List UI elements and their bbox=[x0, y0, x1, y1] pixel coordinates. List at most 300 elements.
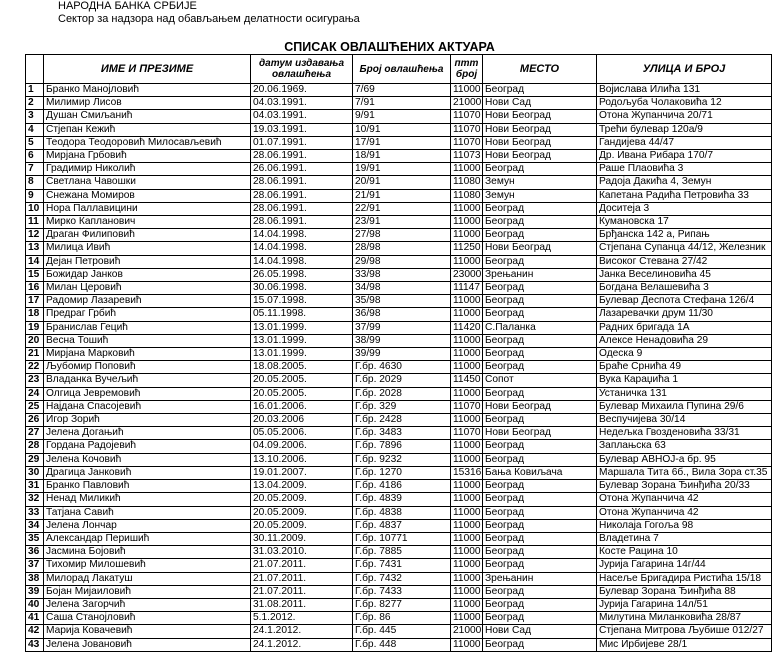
row-number: 34 bbox=[26, 519, 44, 532]
street-cell: Брђанска 142 а, Рипањ bbox=[597, 229, 772, 242]
city-cell: Београд bbox=[483, 440, 597, 453]
street-cell: Владетина 7 bbox=[597, 532, 772, 545]
document-header bbox=[58, 0, 360, 26]
ptt-cell: 11000 bbox=[451, 202, 483, 215]
license-cell: Г.бр. 2028 bbox=[353, 387, 451, 400]
row-number: 38 bbox=[26, 572, 44, 585]
ptt-cell: 11450 bbox=[451, 374, 483, 387]
license-cell: Г.бр. 10771 bbox=[353, 532, 451, 545]
ptt-cell: 11000 bbox=[451, 255, 483, 268]
date-cell: 05.11.1998. bbox=[251, 308, 353, 321]
date-cell: 13.01.1999. bbox=[251, 321, 353, 334]
license-cell: Г.бр. 7433 bbox=[353, 585, 451, 598]
date-cell: 21.07.2011. bbox=[251, 559, 353, 572]
ptt-cell: 11000 bbox=[451, 387, 483, 400]
ptt-cell: 11000 bbox=[451, 440, 483, 453]
date-cell: 30.06.1998. bbox=[251, 282, 353, 295]
row-number: 17 bbox=[26, 295, 44, 308]
ptt-cell: 11000 bbox=[451, 84, 483, 97]
name-cell: Марија Ковачевић bbox=[44, 625, 251, 638]
name-cell: Бранко Манојловић bbox=[44, 84, 251, 97]
name-cell: Божидар Јанков bbox=[44, 268, 251, 281]
ptt-cell: 11000 bbox=[451, 532, 483, 545]
ptt-cell: 11000 bbox=[451, 163, 483, 176]
date-cell: 13.04.2009. bbox=[251, 480, 353, 493]
table-row bbox=[26, 480, 772, 493]
license-cell: 38/99 bbox=[353, 334, 451, 347]
street-cell: Војислава Илића 131 bbox=[597, 84, 772, 97]
date-cell: 19.03.1991. bbox=[251, 123, 353, 136]
license-cell: 37/99 bbox=[353, 321, 451, 334]
name-cell: Јелена Кочовић bbox=[44, 453, 251, 466]
city-cell: Београд bbox=[483, 612, 597, 625]
name-cell: Гордана Радојевић bbox=[44, 440, 251, 453]
table-row bbox=[26, 97, 772, 110]
license-cell: Г.бр. 9232 bbox=[353, 453, 451, 466]
table-row bbox=[26, 612, 772, 625]
street-cell: Др. Ивана Рибара 170/7 bbox=[597, 150, 772, 163]
city-cell: Зрењанин bbox=[483, 572, 597, 585]
street-cell: Доситеја 3 bbox=[597, 202, 772, 215]
row-number: 25 bbox=[26, 400, 44, 413]
city-cell: Београд bbox=[483, 519, 597, 532]
table-row bbox=[26, 598, 772, 611]
city-cell: Београд bbox=[483, 532, 597, 545]
name-cell: Мирјана Грбовић bbox=[44, 150, 251, 163]
date-cell: 14.04.1998. bbox=[251, 229, 353, 242]
name-cell: Милан Церовић bbox=[44, 282, 251, 295]
row-number: 12 bbox=[26, 229, 44, 242]
street-cell: Мис Ирбијеве 28/1 bbox=[597, 638, 772, 651]
name-cell: Душан Смиљанић bbox=[44, 110, 251, 123]
city-cell: Београд bbox=[483, 506, 597, 519]
row-number: 9 bbox=[26, 189, 44, 202]
name-cell: Драган Филиповић bbox=[44, 229, 251, 242]
name-cell: Мирјана Марковић bbox=[44, 348, 251, 361]
col-header-license: Број овлашћења bbox=[353, 55, 451, 84]
street-cell: Булевар Зорана Ђинђића 20/33 bbox=[597, 480, 772, 493]
table-row bbox=[26, 84, 772, 97]
license-cell: 36/98 bbox=[353, 308, 451, 321]
street-cell: Стјепана Митрова Љубише 012/27 bbox=[597, 625, 772, 638]
table-row bbox=[26, 466, 772, 479]
table-row bbox=[26, 572, 772, 585]
city-cell: Београд bbox=[483, 361, 597, 374]
date-cell: 28.06.1991. bbox=[251, 150, 353, 163]
row-number: 39 bbox=[26, 585, 44, 598]
city-cell: Београд bbox=[483, 546, 597, 559]
ptt-cell: 11000 bbox=[451, 585, 483, 598]
city-cell: Београд bbox=[483, 202, 597, 215]
table-row bbox=[26, 440, 772, 453]
ptt-cell: 11070 bbox=[451, 123, 483, 136]
street-cell: Јурија Гагарина 14л/51 bbox=[597, 598, 772, 611]
ptt-cell: 11000 bbox=[451, 638, 483, 651]
street-cell: Отона Жупанчича 42 bbox=[597, 506, 772, 519]
license-cell: Г.бр. 329 bbox=[353, 400, 451, 413]
name-cell: Јелена Лончар bbox=[44, 519, 251, 532]
name-cell: Саша Станојловић bbox=[44, 612, 251, 625]
ptt-cell: 21000 bbox=[451, 625, 483, 638]
row-number: 14 bbox=[26, 255, 44, 268]
license-cell: Г.бр. 7885 bbox=[353, 546, 451, 559]
city-cell: Београд bbox=[483, 414, 597, 427]
license-cell: Г.бр. 2029 bbox=[353, 374, 451, 387]
row-number: 37 bbox=[26, 559, 44, 572]
street-cell: Раше Плаовића 3 bbox=[597, 163, 772, 176]
ptt-cell: 11000 bbox=[451, 453, 483, 466]
street-cell: Браће Срнића 49 bbox=[597, 361, 772, 374]
row-number: 19 bbox=[26, 321, 44, 334]
street-cell: Устаничка 131 bbox=[597, 387, 772, 400]
table-row bbox=[26, 585, 772, 598]
name-cell: Милорад Лакатуш bbox=[44, 572, 251, 585]
row-number: 42 bbox=[26, 625, 44, 638]
name-cell: Дејан Петровић bbox=[44, 255, 251, 268]
name-cell: Тихомир Милошевић bbox=[44, 559, 251, 572]
license-cell: 19/91 bbox=[353, 163, 451, 176]
date-cell: 15.07.1998. bbox=[251, 295, 353, 308]
table-row bbox=[26, 308, 772, 321]
license-cell: 17/91 bbox=[353, 136, 451, 149]
col-header-street: УЛИЦА И БРОЈ bbox=[597, 55, 772, 84]
name-cell: Предраг Грбић bbox=[44, 308, 251, 321]
ptt-cell: 11070 bbox=[451, 427, 483, 440]
table-row bbox=[26, 136, 772, 149]
license-cell: Г.бр. 7432 bbox=[353, 572, 451, 585]
ptt-cell: 11080 bbox=[451, 189, 483, 202]
license-cell: Г.бр. 1270 bbox=[353, 466, 451, 479]
street-cell: Капетана Радића Петровића 33 bbox=[597, 189, 772, 202]
license-cell: Г.бр. 448 bbox=[353, 638, 451, 651]
license-cell: Г.бр. 7431 bbox=[353, 559, 451, 572]
date-cell: 01.07.1991. bbox=[251, 136, 353, 149]
row-number: 35 bbox=[26, 532, 44, 545]
name-cell: Милимир Лисов bbox=[44, 97, 251, 110]
row-number: 27 bbox=[26, 427, 44, 440]
date-cell: 20.05.2009. bbox=[251, 519, 353, 532]
table-row bbox=[26, 123, 772, 136]
ptt-cell: 11000 bbox=[451, 493, 483, 506]
street-cell: Недељка Гвозденовића 33/31 bbox=[597, 427, 772, 440]
license-cell: 20/91 bbox=[353, 176, 451, 189]
row-number: 10 bbox=[26, 202, 44, 215]
name-cell: Олгица Јевремовић bbox=[44, 387, 251, 400]
name-cell: Љубомир Поповић bbox=[44, 361, 251, 374]
name-cell: Бојан Мијаиловић bbox=[44, 585, 251, 598]
ptt-cell: 11000 bbox=[451, 519, 483, 532]
city-cell: Београд bbox=[483, 295, 597, 308]
actuaries-table bbox=[25, 54, 772, 652]
institution-name: НАРОДНА БАНКА СРБИЈЕ bbox=[58, 0, 197, 12]
col-header-date: датум издавања овлашћења bbox=[251, 55, 353, 84]
street-cell: Николаја Гогоља 98 bbox=[597, 519, 772, 532]
date-cell: 19.01.2007. bbox=[251, 466, 353, 479]
ptt-cell: 11080 bbox=[451, 176, 483, 189]
name-cell: Јелена Догањић bbox=[44, 427, 251, 440]
table-row bbox=[26, 427, 772, 440]
street-cell: Јурија Гагарина 14г/44 bbox=[597, 559, 772, 572]
date-cell: 28.06.1991. bbox=[251, 216, 353, 229]
name-cell: Драгица Јанковић bbox=[44, 466, 251, 479]
name-cell: Владанка Вучељић bbox=[44, 374, 251, 387]
date-cell: 28.06.1991. bbox=[251, 189, 353, 202]
date-cell: 28.06.1991. bbox=[251, 176, 353, 189]
ptt-cell: 11000 bbox=[451, 295, 483, 308]
table-row bbox=[26, 400, 772, 413]
ptt-cell: 11000 bbox=[451, 216, 483, 229]
ptt-cell: 11000 bbox=[451, 546, 483, 559]
city-cell: Београд bbox=[483, 216, 597, 229]
date-cell: 04.09.2006. bbox=[251, 440, 353, 453]
name-cell: Татјана Савић bbox=[44, 506, 251, 519]
city-cell: Београд bbox=[483, 163, 597, 176]
license-cell: 7/91 bbox=[353, 97, 451, 110]
row-number: 40 bbox=[26, 598, 44, 611]
name-cell: Теодора Теодоровић Милосављевић bbox=[44, 136, 251, 149]
street-cell: Богдана Велашевића 3 bbox=[597, 282, 772, 295]
street-cell: Булевар Деспота Стефана 126/4 bbox=[597, 295, 772, 308]
table-row bbox=[26, 295, 772, 308]
ptt-cell: 11000 bbox=[451, 308, 483, 321]
city-cell: Београд bbox=[483, 493, 597, 506]
street-cell: Насеље Бригадира Ристића 15/18 bbox=[597, 572, 772, 585]
license-cell: Г.бр. 445 bbox=[353, 625, 451, 638]
row-number: 13 bbox=[26, 242, 44, 255]
ptt-cell: 11000 bbox=[451, 598, 483, 611]
license-cell: Г.бр. 3483 bbox=[353, 427, 451, 440]
row-number: 18 bbox=[26, 308, 44, 321]
row-number: 33 bbox=[26, 506, 44, 519]
table-row bbox=[26, 506, 772, 519]
date-cell: 21.07.2011. bbox=[251, 572, 353, 585]
table-row bbox=[26, 242, 772, 255]
row-number: 36 bbox=[26, 546, 44, 559]
row-number: 5 bbox=[26, 136, 44, 149]
license-cell: 23/91 bbox=[353, 216, 451, 229]
date-cell: 20.03.2006 bbox=[251, 414, 353, 427]
row-number: 41 bbox=[26, 612, 44, 625]
ptt-cell: 11000 bbox=[451, 572, 483, 585]
street-cell: Булевар Зорана Ђинђића 88 bbox=[597, 585, 772, 598]
date-cell: 24.1.2012. bbox=[251, 625, 353, 638]
table-row bbox=[26, 321, 772, 334]
date-cell: 18.08.2005. bbox=[251, 361, 353, 374]
street-cell: Родољуба Чолаковића 12 bbox=[597, 97, 772, 110]
name-cell: Јелена Загорчић bbox=[44, 598, 251, 611]
street-cell: Маршала Тита 6б., Вила Зора ст.35 bbox=[597, 466, 772, 479]
street-cell: Булевар АВНОЈ-а бр. 95 bbox=[597, 453, 772, 466]
table-row bbox=[26, 282, 772, 295]
city-cell: Београд bbox=[483, 585, 597, 598]
table-row bbox=[26, 163, 772, 176]
city-cell: Зрењанин bbox=[483, 268, 597, 281]
city-cell: Бања Ковиљача bbox=[483, 466, 597, 479]
table-row bbox=[26, 334, 772, 347]
table-row bbox=[26, 638, 772, 651]
street-cell: Милутина Миланковића 28/87 bbox=[597, 612, 772, 625]
row-number: 28 bbox=[26, 440, 44, 453]
name-cell: Радомир Лазаревић bbox=[44, 295, 251, 308]
street-cell: Веспучијева 30/14 bbox=[597, 414, 772, 427]
ptt-cell: 11000 bbox=[451, 334, 483, 347]
date-cell: 13.10.2006. bbox=[251, 453, 353, 466]
date-cell: 14.04.1998. bbox=[251, 255, 353, 268]
city-cell: Нови Београд bbox=[483, 427, 597, 440]
city-cell: Београд bbox=[483, 559, 597, 572]
table-row bbox=[26, 229, 772, 242]
table-row bbox=[26, 189, 772, 202]
street-cell: Алексе Ненадовића 29 bbox=[597, 334, 772, 347]
ptt-cell: 15316 bbox=[451, 466, 483, 479]
table-row bbox=[26, 202, 772, 215]
table-row bbox=[26, 519, 772, 532]
table-row bbox=[26, 176, 772, 189]
city-cell: Нови Београд bbox=[483, 110, 597, 123]
name-cell: Бранко Павловић bbox=[44, 480, 251, 493]
city-cell: Нови Београд bbox=[483, 150, 597, 163]
name-cell: Најдана Спасојевић bbox=[44, 400, 251, 413]
row-number: 32 bbox=[26, 493, 44, 506]
license-cell: Г.бр. 4186 bbox=[353, 480, 451, 493]
city-cell: Београд bbox=[483, 282, 597, 295]
license-cell: Г.бр. 4839 bbox=[353, 493, 451, 506]
table-row bbox=[26, 374, 772, 387]
date-cell: 20.05.2009. bbox=[251, 493, 353, 506]
street-cell: Булевар Михаила Пупина 29/6 bbox=[597, 400, 772, 413]
row-number: 21 bbox=[26, 348, 44, 361]
ptt-cell: 11000 bbox=[451, 612, 483, 625]
license-cell: 7/69 bbox=[353, 84, 451, 97]
city-cell: Београд bbox=[483, 480, 597, 493]
license-cell: 21/91 bbox=[353, 189, 451, 202]
ptt-cell: 11073 bbox=[451, 150, 483, 163]
col-header-number bbox=[26, 55, 44, 84]
name-cell: Весна Тошић bbox=[44, 334, 251, 347]
street-cell: Одеска 9 bbox=[597, 348, 772, 361]
name-cell: Бранислав Гецић bbox=[44, 321, 251, 334]
row-number: 22 bbox=[26, 361, 44, 374]
table-row bbox=[26, 453, 772, 466]
ptt-cell: 11070 bbox=[451, 136, 483, 149]
date-cell: 04.03.1991. bbox=[251, 97, 353, 110]
date-cell: 24.1.2012. bbox=[251, 638, 353, 651]
row-number: 23 bbox=[26, 374, 44, 387]
name-cell: Јасмина Бојовић bbox=[44, 546, 251, 559]
license-cell: 35/98 bbox=[353, 295, 451, 308]
street-cell: Трећи булевар 120а/9 bbox=[597, 123, 772, 136]
row-number: 2 bbox=[26, 97, 44, 110]
table-row bbox=[26, 268, 772, 281]
table-header-row bbox=[26, 55, 772, 84]
license-cell: Г.бр. 4837 bbox=[353, 519, 451, 532]
row-number: 11 bbox=[26, 216, 44, 229]
street-cell: Јанка Веселиновића 45 bbox=[597, 268, 772, 281]
name-cell: Светлана Чавошки bbox=[44, 176, 251, 189]
table-row bbox=[26, 493, 772, 506]
license-cell: 33/98 bbox=[353, 268, 451, 281]
row-number: 15 bbox=[26, 268, 44, 281]
name-cell: Снежана Момиров bbox=[44, 189, 251, 202]
name-cell: Александар Перишић bbox=[44, 532, 251, 545]
city-cell: Београд bbox=[483, 348, 597, 361]
license-cell: Г.бр. 86 bbox=[353, 612, 451, 625]
street-cell: Кумановска 17 bbox=[597, 216, 772, 229]
city-cell: Земун bbox=[483, 176, 597, 189]
table-row bbox=[26, 546, 772, 559]
license-cell: 27/98 bbox=[353, 229, 451, 242]
table-row bbox=[26, 348, 772, 361]
table-row bbox=[26, 414, 772, 427]
date-cell: 31.03.2010. bbox=[251, 546, 353, 559]
street-cell: Заплањска 63 bbox=[597, 440, 772, 453]
license-cell: Г.бр. 2428 bbox=[353, 414, 451, 427]
row-number: 31 bbox=[26, 480, 44, 493]
city-cell: Нови Београд bbox=[483, 242, 597, 255]
page-title: СПИСАК ОВЛАШЋЕНИХ АКТУАРА bbox=[284, 40, 495, 54]
city-cell: Нови Београд bbox=[483, 400, 597, 413]
ptt-cell: 11070 bbox=[451, 110, 483, 123]
street-cell: Вука Караџића 1 bbox=[597, 374, 772, 387]
ptt-cell: 11000 bbox=[451, 229, 483, 242]
row-number: 8 bbox=[26, 176, 44, 189]
table-row bbox=[26, 110, 772, 123]
col-header-ptt: птт број bbox=[451, 55, 483, 84]
name-cell: Јелена Јовановић bbox=[44, 638, 251, 651]
ptt-cell: 11147 bbox=[451, 282, 483, 295]
license-cell: 29/98 bbox=[353, 255, 451, 268]
row-number: 24 bbox=[26, 387, 44, 400]
city-cell: Београд bbox=[483, 84, 597, 97]
city-cell: Београд bbox=[483, 334, 597, 347]
date-cell: 14.04.1998. bbox=[251, 242, 353, 255]
city-cell: Сопот bbox=[483, 374, 597, 387]
date-cell: 20.05.2005. bbox=[251, 374, 353, 387]
row-number: 43 bbox=[26, 638, 44, 651]
street-cell: Стјепана Супанца 44/12, Железник bbox=[597, 242, 772, 255]
col-header-name: ИМЕ И ПРЕЗИМЕ bbox=[44, 55, 251, 84]
city-cell: Београд bbox=[483, 598, 597, 611]
city-cell: Београд bbox=[483, 229, 597, 242]
name-cell: Мирко Капланович bbox=[44, 216, 251, 229]
street-cell: Лазаревачки друм 11/30 bbox=[597, 308, 772, 321]
city-cell: Нови Сад bbox=[483, 625, 597, 638]
row-number: 6 bbox=[26, 150, 44, 163]
city-cell: Нови Београд bbox=[483, 136, 597, 149]
row-number: 30 bbox=[26, 466, 44, 479]
ptt-cell: 11250 bbox=[451, 242, 483, 255]
city-cell: Београд bbox=[483, 387, 597, 400]
city-cell: Нови Београд bbox=[483, 123, 597, 136]
street-cell: Отона Жупанчича 20/71 bbox=[597, 110, 772, 123]
name-cell: Градимир Николић bbox=[44, 163, 251, 176]
row-number: 4 bbox=[26, 123, 44, 136]
date-cell: 26.05.1998. bbox=[251, 268, 353, 281]
table-row bbox=[26, 150, 772, 163]
ptt-cell: 11000 bbox=[451, 480, 483, 493]
name-cell: Ненад Миликић bbox=[44, 493, 251, 506]
name-cell: Милица Ивић bbox=[44, 242, 251, 255]
table-row bbox=[26, 361, 772, 374]
license-cell: Г.бр. 4630 bbox=[353, 361, 451, 374]
date-cell: 5.1.2012. bbox=[251, 612, 353, 625]
license-cell: 22/91 bbox=[353, 202, 451, 215]
ptt-cell: 11000 bbox=[451, 506, 483, 519]
date-cell: 21.07.2011. bbox=[251, 585, 353, 598]
ptt-cell: 11000 bbox=[451, 414, 483, 427]
name-cell: Стјепан Кежић bbox=[44, 123, 251, 136]
city-cell: Београд bbox=[483, 453, 597, 466]
